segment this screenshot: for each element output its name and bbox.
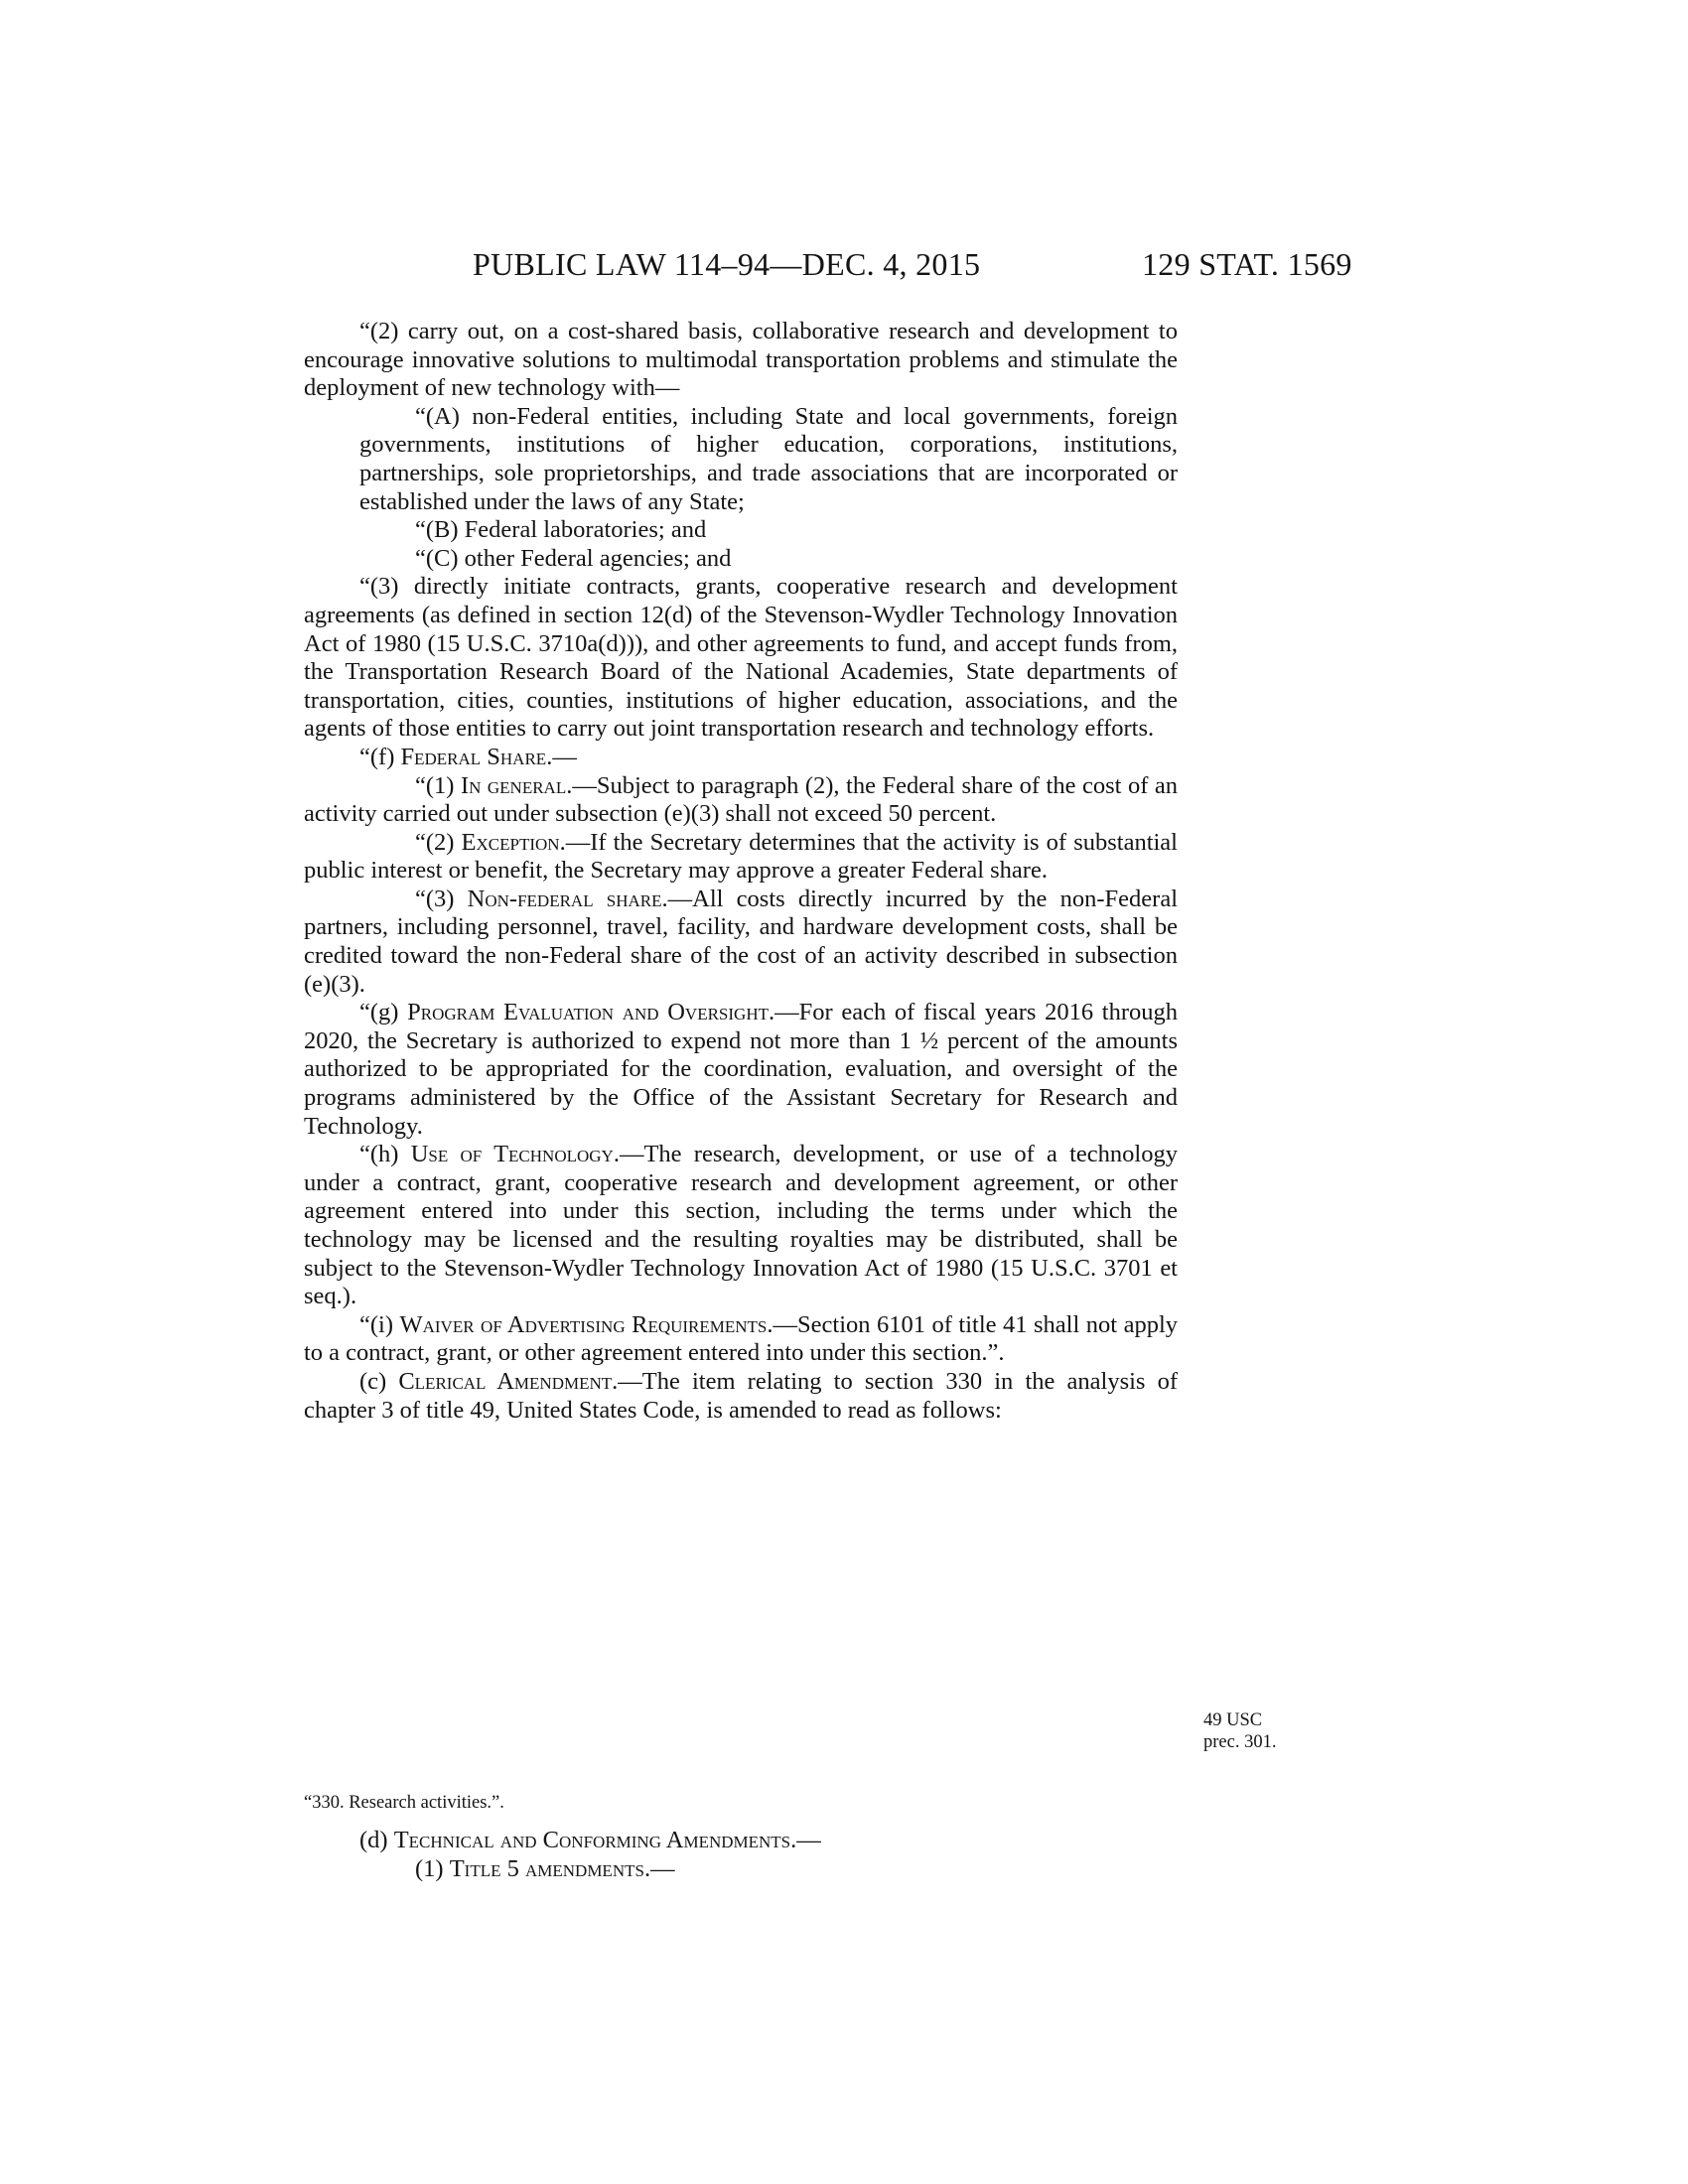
subsection-f-2: “(2) Exception.—If the Secretary determines that the activity is of substantial public interest or benefit, the Secretary may approve a greater Federal share. [304, 828, 1178, 885]
running-title: PUBLIC LAW 114–94—DEC. 4, 2015 [473, 246, 981, 282]
margin-note-line-2: prec. 301. [1203, 1732, 1277, 1752]
f-2-heading: Exception [461, 828, 560, 856]
subsection-h: “(h) Use of Technology.—The research, development, or use of a technology under a contract, grant, cooperative research and development agreement, or other agreement entered into under this section, including the terms under which the technology may be licensed and the resulting royalties may be distributed, shall be subject to the Stevenson-Wydler Technology Innovation Act of 1980 (15 U.S.C. 3701 et seq.). [304, 1141, 1178, 1310]
subparagraph-a: “(A) non-Federal entities, including State and local governments, foreign governments, institutions of higher education, corporations, institutions, partnerships, sole proprietorships, and trade associations that are incorporated or established under the laws of any State; [359, 402, 1178, 515]
subsection-f-heading: Federal Share [400, 743, 547, 770]
margin-note-line-1: 49 USC [1203, 1710, 1263, 1730]
paragraph-3: “(3) directly initiate contracts, grants, cooperative research and development agreements (as defined in section 12(d) of the Stevenson-Wydler Technology Innovation Act of 1980 (15 U.S.C. 3710a(d))), and other agreements to fund, and accept funds from, the Transportation Research Board of the National Academies, State departments of transportation, cities, counties, institutions of higher education, associations, and the agents of those entities to carry out joint transportation research and technology efforts. [304, 573, 1178, 743]
f-3-heading: Non-federal share [467, 885, 662, 912]
paragraph-2: “(2) carry out, on a cost-shared basis, collaborative research and development to encourage innovative solutions to multimodal transportation problems and stimulate the deployment of new technology with— [304, 318, 1178, 402]
margin-note [1203, 1709, 1276, 1753]
subsection-f: “(f) Federal Share.— [359, 743, 577, 770]
subsection-g-heading: Program Evaluation and Oversight [407, 999, 769, 1026]
document-body [304, 318, 1178, 1425]
page-number: 129 STAT. 1569 [1142, 246, 1352, 282]
subsection-c-heading: Clerical Amendment [398, 1367, 613, 1395]
subsection-f-1: “(1) In general.—Subject to paragraph (2), the Federal share of the cost of an activity carried out under subsection (e)(3) shall not exceed 50 percent. [304, 771, 1178, 828]
d-1-heading: Title 5 amendments [449, 1854, 644, 1882]
subparagraph-b: “(B) Federal laboratories; and [415, 516, 707, 544]
subsection-i: “(i) Waiver of Advertising Requirements.—Section 6101 of title 41 shall not apply to a contract, grant, or other agreement entered into under this section.”. [304, 1310, 1179, 1367]
page-header [0, 246, 1688, 290]
subsection-h-heading: Use of Technology [410, 1141, 614, 1168]
subsection-g: “(g) Program Evaluation and Oversight.—For each of fiscal years 2016 through 2020, the Secretary is authorized to expend not more than 1 ½ percent of the amounts authorized to be appropriated for the coordination, evaluation, and oversight of the programs administered by the Office of the Assistant Secretary for Research and Technology. [304, 999, 1178, 1140]
f-1-heading: In general [460, 771, 567, 799]
table-of-sections-item: “330. Research activities.”. [304, 1793, 504, 1813]
subsection-i-heading: Waiver of Advertising Requirements [399, 1310, 768, 1338]
subsection-d-1: (1) Title 5 amendments.— [415, 1854, 675, 1882]
subsection-d-heading: Technical and Conforming Amendments [393, 1827, 791, 1853]
subparagraph-c: “(C) other Federal agencies; and [415, 544, 732, 572]
amendments-section [304, 1827, 1178, 1883]
subsection-f-3: “(3) Non-federal share.—All costs directly incurred by the non-Federal partners, including personnel, travel, facility, and hardware development costs, shall be credited toward the non-Federal share of the cost of an activity described in subsection (e)(3). [304, 885, 1179, 998]
subsection-c: (c) Clerical Amendment.—The item relating to section 330 in the analysis of chapter 3 of title 49, United States Code, is amended to read as follows: [304, 1367, 1178, 1424]
subsection-d: (d) Technical and Conforming Amendments.— [359, 1827, 821, 1853]
